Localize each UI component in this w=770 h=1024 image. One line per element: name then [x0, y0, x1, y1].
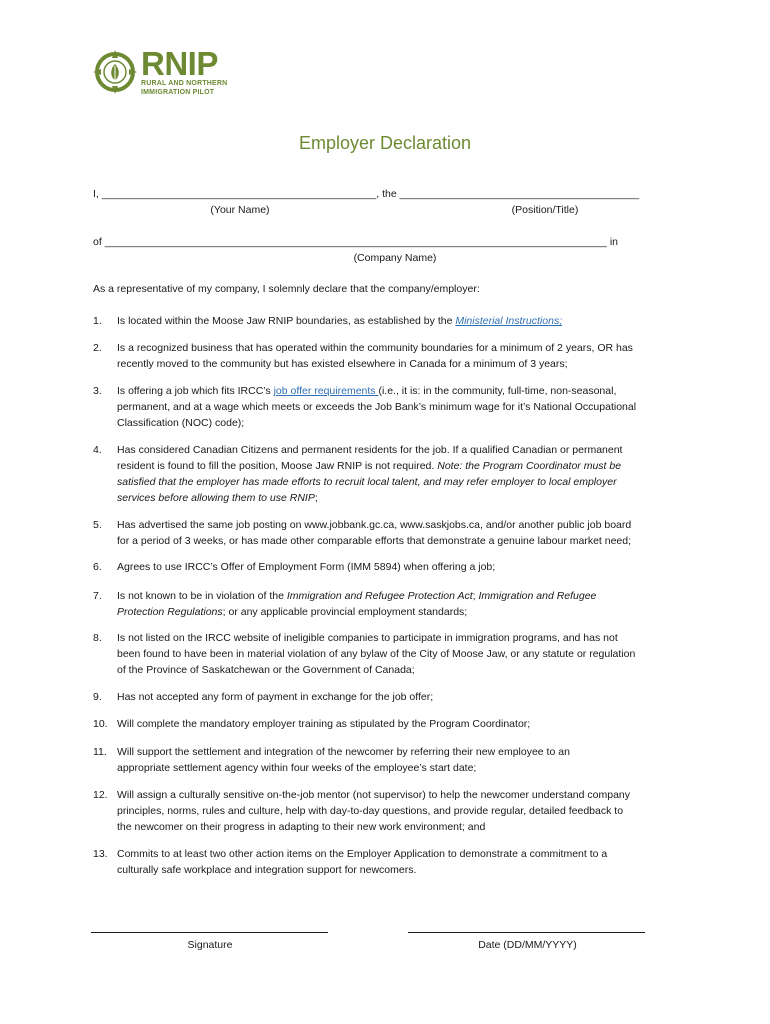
declaration-prefix-i: I, — [93, 188, 99, 200]
declaration-in: in — [609, 236, 619, 248]
rnip-logo — [93, 45, 243, 100]
compass-leaf-icon — [93, 50, 137, 94]
your-name-field[interactable]: _______________________________________________, — [101, 188, 380, 200]
declaration-line-1 — [93, 186, 639, 202]
date-line[interactable] — [408, 932, 645, 933]
your-name-label: (Your Name) — [210, 204, 270, 216]
declaration-prefix-of: of — [93, 236, 102, 248]
declaration-the: the — [382, 188, 397, 200]
logo-tagline-1: RURAL AND NORTHERN — [141, 80, 228, 87]
date-label: Date (DD/MM/YYYY) — [478, 939, 577, 951]
page-title: Employer Declaration — [298, 133, 472, 153]
declaration-line-2 — [93, 234, 618, 250]
declaration-intro: As a representative of my company, I solemnly declare that the company/employer: — [93, 283, 480, 295]
logo-wordmark: RNIP — [141, 45, 218, 82]
ministerial-instructions-link[interactable]: Ministerial Instructions; — [455, 315, 563, 327]
position-title-field[interactable]: _________________________________________ — [399, 188, 640, 200]
signature-line[interactable] — [91, 932, 328, 933]
company-name-label: (Company Name) — [353, 252, 437, 264]
signature-label: Signature — [187, 939, 233, 951]
company-name-field[interactable]: ______________________________________________________________________________________ — [104, 236, 607, 248]
document-page: RNIP RURAL AND NORTHERN IMMIGRATION PILOT Employer Declaration I, _______________________________________________, the _________________________________________ (Your Name) (Position/Title) of ______________________________________________________________________________________ in (Company Name) As a representative of my company, I solemnly declare that the company/employer: 1. Is located within the Moose Jaw RNIP boundaries, as established by the Ministerial Instructions; 2. Is a recognized business that has operated within the community boundaries for a minimum of 2 years, OR has recently moved to the community but has existed elsewhere in Canada for a minimum of 3 years; 3. Is offering a job which fits IRCC’s job offer requirements (i.e., it is: in the community, full-time, non-seasonal, permanent, and at a wage which meets or exceeds the Job Bank’s minimum wage for it’s National Occupational Classification (NOC) code); 4. Has considered Canadian Citizens and permanent residents for the job. If a qualified Canadian or permanent resident is found to fill the position, Moose Jaw RNIP is not required. Note: the Program Coordinator must be satisfied that the employer has made efforts to recruit local talent, and may refer employer to local employer services before allowing them to use RNIP; 5. Has advertised the same job posting on www.jobbank.gc.ca, www.saskjobs.ca, and/or another public job board for a period of 3 weeks, or has made other comparable efforts that demonstrate a genuine labour market need; 6. Agrees to use IRCC’s Offer of Employment Form (IMM 5894) when offering a job; 7. Is not known to be in violation of the Immigration and Refugee Protection Act; Immigration and Refugee Protection Regulations; or any applicable provincial employment standards; 8. Is not listed on the IRCC website of ineligible companies to participate in immigration programs, and has not been found to have been in material violation of any bylaw of the City of Moose Jaw, or any statute or regulation of the Province of Saskatchewan or the Government of Canada; 9. Has not accepted any form of payment in exchange for the job offer; 10. Will complete the mandatory employer training as stipulated by the Program Coordinator; 11. Will support the settlement and integration of the newcomer by referring their new employee to an appropriate settlement agency within four weeks of the employee’s start date; 12. Will assign a culturally sensitive on-the-job mentor (not supervisor) to help the newcomer understand company principles, norms, rules and culture, help with day-to-day questions, and provide regular, detailed feedback to the newcomer on their progress in adapting to their new work environment; and 13. Commits to at least two other action items on the Employer Application to demonstrate a commitment to a culturally safe workplace and integration support for newcomers. Signature Date (DD/MM/YYYY) — [0, 0, 770, 1024]
position-title-label: (Position/Title) — [511, 204, 579, 216]
job-offer-requirements-link[interactable]: job offer requirements — [273, 385, 379, 397]
logo-tagline-2: IMMIGRATION PILOT — [141, 89, 215, 96]
